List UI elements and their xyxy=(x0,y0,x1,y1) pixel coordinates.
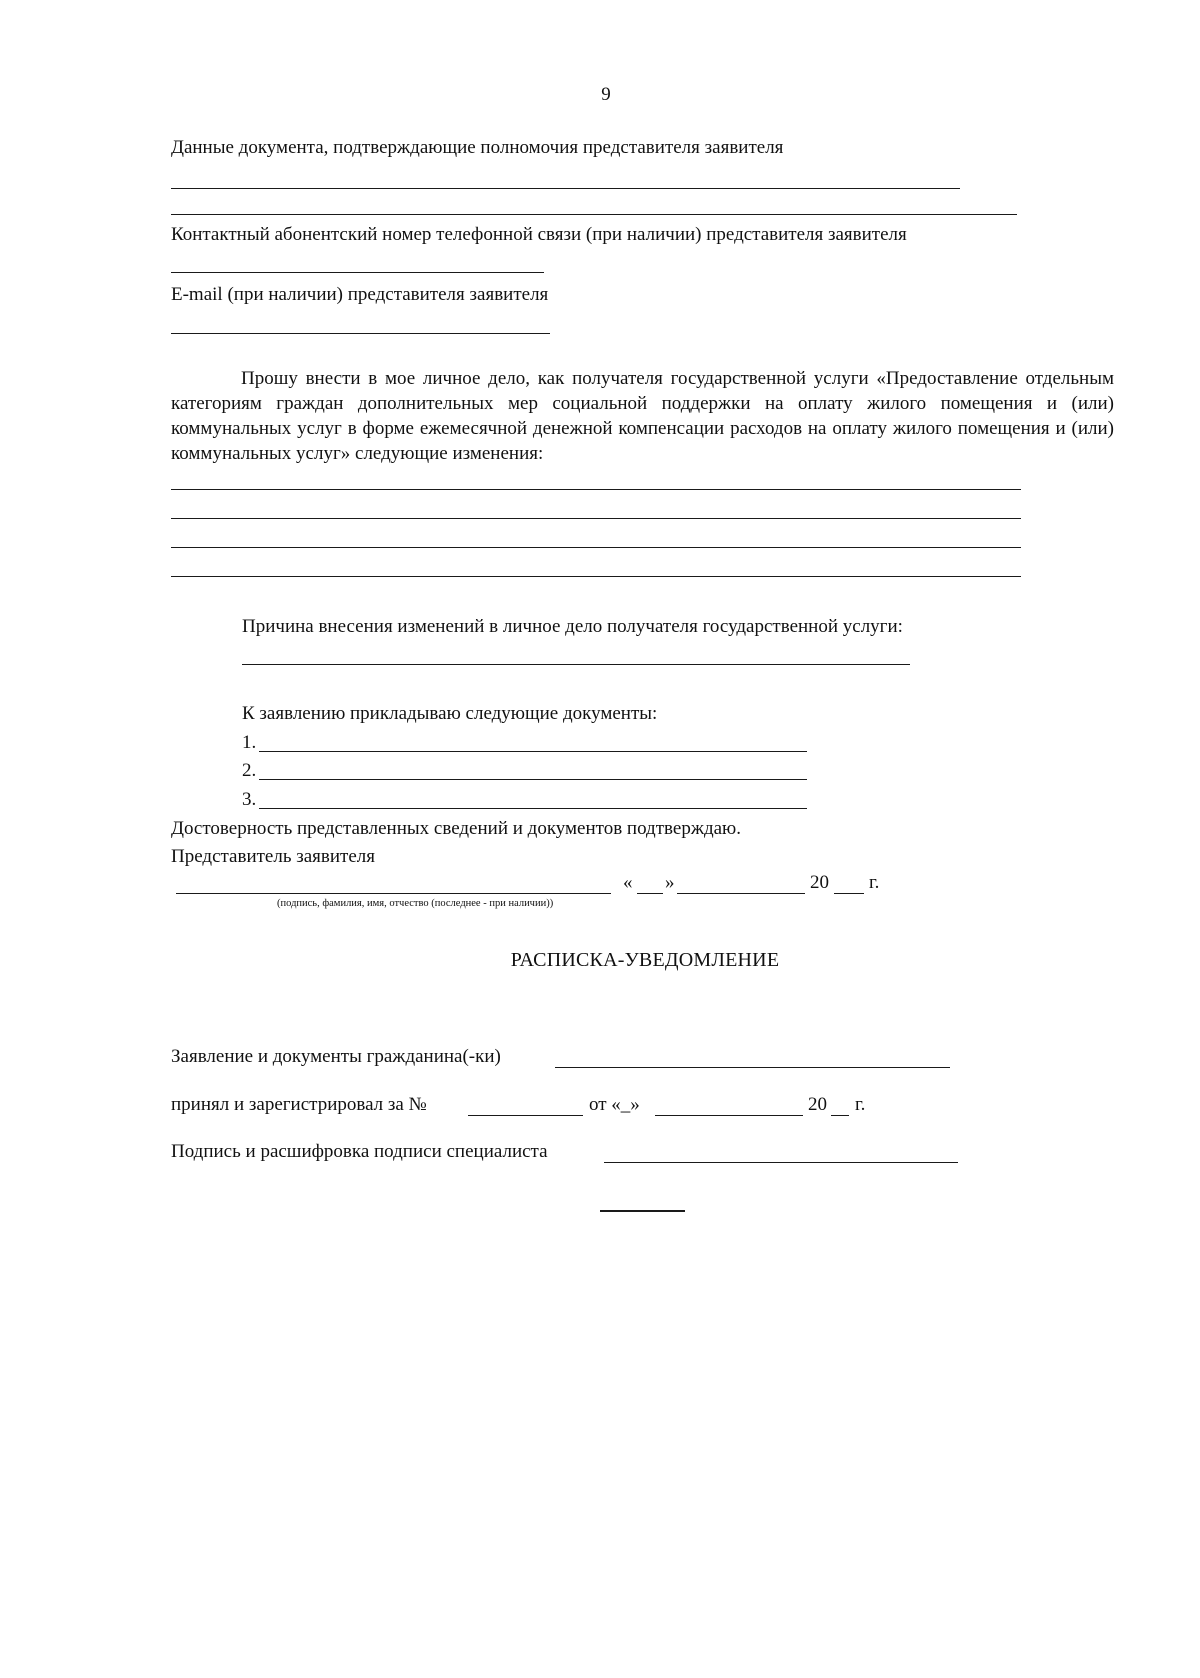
end-separator xyxy=(600,1210,685,1212)
reason-line xyxy=(242,664,910,665)
rep-email-label: E-mail (при наличии) представителя заявителя xyxy=(171,284,549,305)
request-paragraph xyxy=(171,366,1114,466)
attachment-number-3: 3. xyxy=(242,789,257,810)
receipt-year-suffix: г. xyxy=(855,1094,866,1115)
changes-line-4 xyxy=(171,576,1021,577)
confirmation-text: Достоверность представленных сведений и документов подтверждаю. xyxy=(171,818,741,839)
receipt-accepted-label: Заявление и документы гражданина(-ки) xyxy=(171,1046,501,1067)
rep-document-line-1 xyxy=(171,188,960,189)
date-open-quote: « xyxy=(623,872,633,893)
attachment-number-1: 1. xyxy=(242,732,257,753)
receipt-from-label: от «_» xyxy=(589,1094,640,1115)
request-paragraph-text: Прошу внести в мое личное дело, как получателя государственной услуги «Предоставление отдельным категориям граждан дополнительных мер социальной поддержки на оплату жилого помещения и (или) коммунальных услуг в форме ежемесячной денежной компенсации расходов на оплату жилого помещения и (или) коммунальных услуг» следующие изменения: xyxy=(171,368,1114,464)
date-year-line xyxy=(834,893,864,894)
receipt-specialist-label: Подпись и расшифровка подписи специалиста xyxy=(171,1141,548,1162)
date-day-line xyxy=(637,893,663,894)
changes-line-2 xyxy=(171,518,1021,519)
signature-caption: (подпись, фамилия, имя, отчество (последнее - при наличии)) xyxy=(277,898,554,909)
rep-phone-label: Контактный абонентский номер телефонной связи (при наличии) представителя заявителя xyxy=(171,224,907,245)
attachment-line-3 xyxy=(259,808,807,809)
receipt-year-prefix: 20 xyxy=(808,1094,827,1115)
reason-label: Причина внесения изменений в личное дело получателя государственной услуги: xyxy=(242,616,903,637)
receipt-number-line xyxy=(468,1115,583,1116)
rep-document-line-2 xyxy=(171,214,1017,215)
changes-line-1 xyxy=(171,489,1021,490)
changes-line-3 xyxy=(171,547,1021,548)
signature-line xyxy=(176,893,611,894)
date-month-line xyxy=(677,893,805,894)
receipt-year-line xyxy=(831,1115,849,1116)
date-close-quote: » xyxy=(665,872,675,893)
rep-email-line xyxy=(171,333,550,334)
receipt-registered-label: принял и зарегистрировал за № xyxy=(171,1094,427,1115)
receipt-specialist-line xyxy=(604,1162,958,1163)
rep-document-label: Данные документа, подтверждающие полномочия представителя заявителя xyxy=(171,137,784,158)
receipt-date-line xyxy=(655,1115,803,1116)
rep-phone-line xyxy=(171,272,544,273)
receipt-heading: РАСПИСКА-УВЕДОМЛЕНИЕ xyxy=(510,949,780,971)
date-year-prefix: 20 xyxy=(810,872,829,893)
attachments-label: К заявлению прикладываю следующие документы: xyxy=(242,703,658,724)
receipt-citizen-line xyxy=(555,1067,950,1068)
date-year-suffix: г. xyxy=(869,872,880,893)
attachment-line-2 xyxy=(259,779,807,780)
page-number: 9 xyxy=(601,84,611,105)
representative-label: Представитель заявителя xyxy=(171,846,376,867)
attachment-number-2: 2. xyxy=(242,760,257,781)
attachment-line-1 xyxy=(259,751,807,752)
